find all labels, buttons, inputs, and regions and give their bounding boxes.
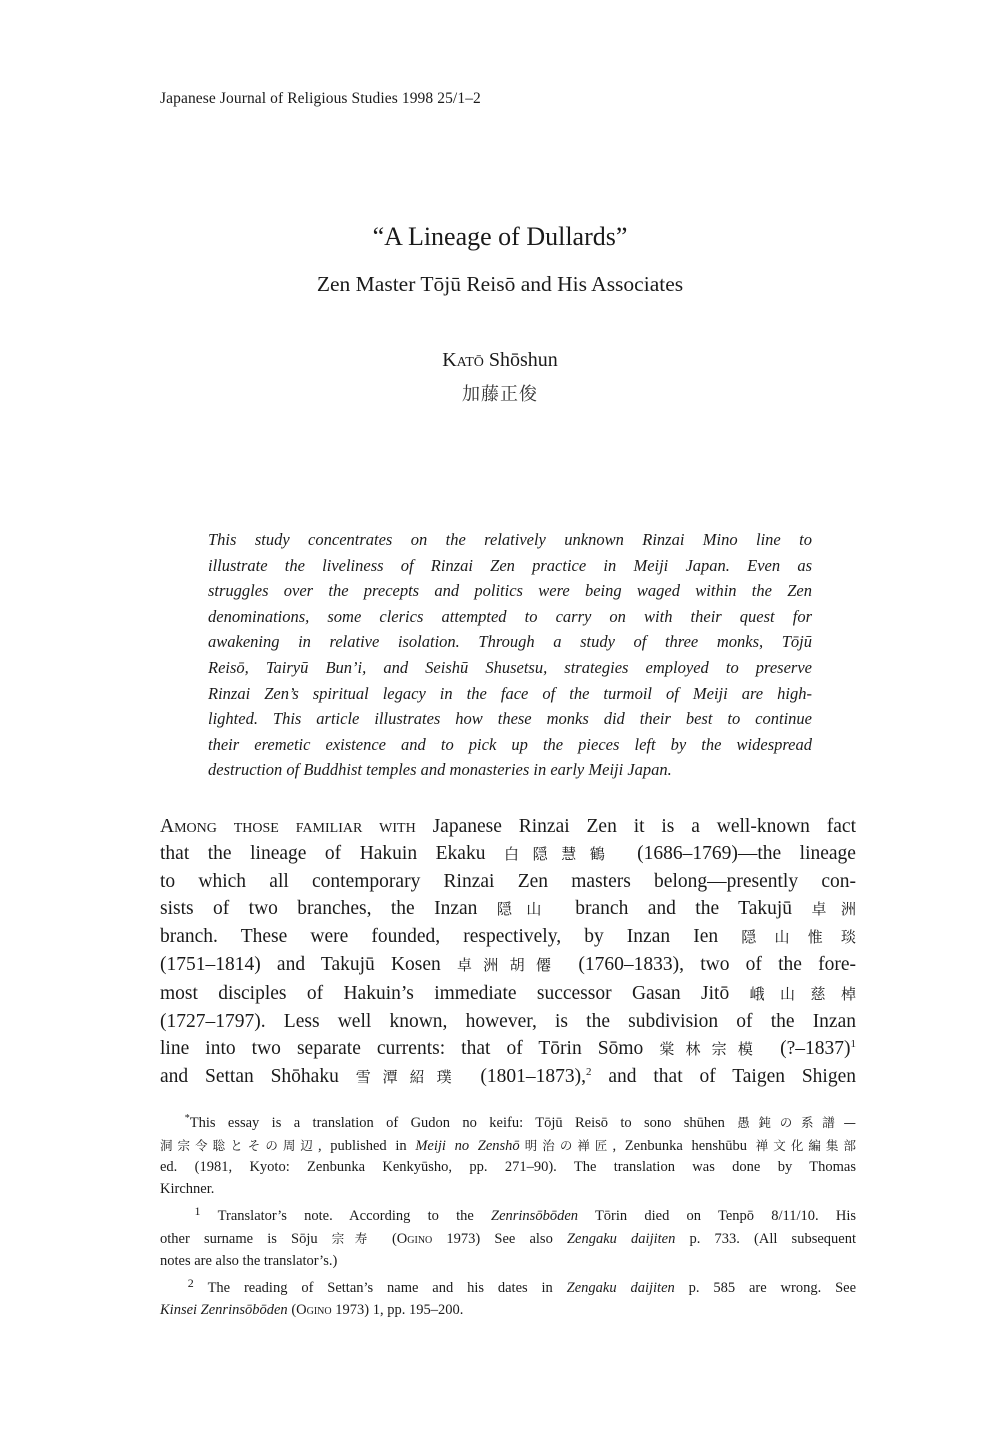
- citation-author: Ogino: [296, 1301, 332, 1318]
- cjk-name: 白隠慧鶴: [503, 845, 619, 864]
- abstract-line: Rinzai Zen’s spiritual legacy in the face of the turmoil of Meiji are high-: [208, 683, 812, 703]
- footnote-text: (: [377, 1230, 397, 1247]
- footnote-line: [160, 1300, 856, 1322]
- abstract-line: their eremetic existence and to pick up the pieces left by the widespread: [208, 734, 812, 754]
- cjk-name: 雪潭紹璞: [355, 1067, 464, 1086]
- citation-author: Ogino: [396, 1230, 433, 1247]
- footnote-ref[interactable]: 1: [850, 1037, 856, 1050]
- footnote-text: , Zenbunka henshūbu: [612, 1137, 756, 1154]
- cjk-title: 洞宗令聡とその周辺: [160, 1137, 318, 1153]
- footnote-text: p. 733. (All subsequent: [675, 1230, 856, 1247]
- footnote-ref[interactable]: 2: [586, 1065, 592, 1078]
- body-text: Japanese Rinzai Zen it is a well-known fact: [415, 816, 857, 837]
- body-text: (?–1837): [764, 1037, 851, 1059]
- cjk-name: 宗寿: [331, 1230, 378, 1246]
- footnote-text: p. 585 are wrong. See: [674, 1280, 856, 1297]
- footnote-text: The reading of Settan’s name and his dates in: [207, 1280, 567, 1297]
- footnote-text: 1973) 1, pp. 195–200.: [331, 1301, 464, 1318]
- author-name-japanese: 加藤正俊: [462, 384, 538, 405]
- footnote-text: This essay is a translation of Gudon no keifu: Tōjū Reisō to sono shūhen: [189, 1115, 738, 1131]
- author-given-name: Shōshun: [488, 349, 558, 371]
- footnote-text: (: [287, 1301, 297, 1318]
- body-text: (1751–1814) and Takujū Kosen: [160, 954, 457, 976]
- footnote-text: other surname is Sōju: [160, 1230, 332, 1247]
- body-line: [160, 840, 856, 868]
- footnote-2: [160, 1278, 856, 1321]
- abstract-line: denominations, some clerics attempted to carry on with their quest for: [208, 606, 812, 626]
- footnote-text: , published in: [317, 1137, 416, 1154]
- footnote-line: [160, 1228, 856, 1251]
- abstract-line: Reisō, Tairyū Bun’i, and Seishū Shusetsu, strategies employed to preserve: [208, 657, 812, 677]
- footnote-text: Tōrin died on Tenpō 8/11/10. His: [578, 1208, 857, 1225]
- body-text: that the lineage of Hakuin Ekaku: [160, 843, 504, 865]
- body-paragraph: [160, 813, 856, 1091]
- body-line: [160, 813, 856, 840]
- footnote-line: notes are also the translator’s.): [160, 1252, 338, 1269]
- footnote-line: ed. (1981, Kyoto: Zenbunka Kenkyūsho, pp. 271–90). The translation was done by Thomas: [160, 1159, 856, 1176]
- body-text: and that of Taigen Shigen: [591, 1065, 856, 1087]
- book-title: Zengaku daijiten: [566, 1230, 676, 1247]
- abstract-line: destruction of Buddhist temples and monasteries in early Meiji Japan.: [208, 760, 672, 780]
- footnote-line: [160, 1135, 856, 1158]
- book-title: Zenrinsōbōden: [491, 1208, 578, 1225]
- running-head: Japanese Journal of Religious Studies 1998 25/1–2: [160, 90, 481, 107]
- abstract: [208, 527, 812, 783]
- opening-small-caps: Among those familiar with: [160, 816, 416, 837]
- cjk-title: 明治の禅匠: [519, 1137, 613, 1153]
- abstract-line: awakening in relative isolation. Through a study of three monks, Tōjū: [208, 632, 812, 652]
- body-line: [160, 895, 856, 923]
- footnote-line: [160, 1206, 856, 1228]
- footnote-star: [160, 1112, 856, 1200]
- body-line: [160, 1035, 856, 1063]
- cjk-name: 隠山惟琰: [741, 928, 856, 947]
- body-line: (1727–1797). Less well known, however, is the subdivision of the Inzan: [160, 1010, 856, 1032]
- footnote-text: 1973) See also: [432, 1230, 567, 1247]
- cjk-name: 卓洲: [811, 900, 856, 919]
- body-text: and Settan Shōhaku: [160, 1065, 356, 1087]
- body-text: (1686–1769)—the lineage: [618, 843, 856, 865]
- body-text: sists of two branches, the Inzan: [160, 898, 497, 920]
- body-line: to which all contemporary Rinzai Zen masters belong—presently con-: [160, 871, 856, 893]
- cjk-name: 隠山: [496, 900, 556, 919]
- cjk-name: 棠林宗模: [659, 1039, 765, 1058]
- cjk-title: 禅文化編集部: [755, 1137, 856, 1153]
- footnote-text: Translator’s note. According to the: [217, 1208, 491, 1225]
- book-title: Meiji no Zenshō: [415, 1137, 520, 1154]
- footnote-mark: *: [184, 1113, 190, 1124]
- body-text: branch and the Takujū: [555, 898, 812, 920]
- footnote-1: [160, 1206, 856, 1272]
- footnote-line: Kirchner.: [160, 1180, 215, 1197]
- body-text: most disciples of Hakuin’s immediate successor Gasan Jitō: [160, 982, 750, 1004]
- abstract-line: This study concentrates on the relatively unknown Rinzai Mino line to: [208, 530, 812, 549]
- footnote-number: 1: [194, 1204, 201, 1219]
- cjk-name: 峨山慈棹: [749, 984, 856, 1003]
- book-title: Kinsei Zenrinsōbōden: [160, 1301, 288, 1318]
- body-text: (1760–1833), two of the fore-: [562, 954, 856, 976]
- body-text: branch. These were founded, respectively, by Inzan Ien: [160, 926, 742, 948]
- author-surname: Katō: [442, 349, 484, 371]
- book-title: Zengaku daijiten: [566, 1280, 675, 1297]
- footnote-number: 2: [187, 1276, 194, 1291]
- footnotes: [160, 1112, 856, 1327]
- body-line: [160, 951, 856, 979]
- body-line: [160, 923, 856, 951]
- body-line: [160, 980, 856, 1008]
- abstract-line: struggles over the precepts and politics were being waged within the Zen: [208, 581, 812, 601]
- author-name: [0, 349, 1000, 372]
- cjk-title: 愚鈍の系譜—: [737, 1115, 856, 1130]
- article-title: “A Lineage of Dullards”: [372, 222, 628, 251]
- body-text: (1801–1873),: [463, 1065, 587, 1087]
- body-text: line into two separate currents: that of Tōrin Sōmo: [160, 1037, 660, 1059]
- abstract-line: lighted. This article illustrates how these monks did their best to continue: [208, 709, 812, 729]
- cjk-name: 卓洲胡僊: [456, 956, 563, 975]
- article-subtitle: Zen Master Tōjū Reisō and His Associates: [316, 272, 684, 296]
- body-line: [160, 1063, 856, 1091]
- abstract-line: illustrate the liveliness of Rinzai Zen practice in Meiji Japan. Even as: [208, 555, 812, 575]
- footnote-line: [160, 1278, 856, 1300]
- footnote-line: [160, 1112, 856, 1135]
